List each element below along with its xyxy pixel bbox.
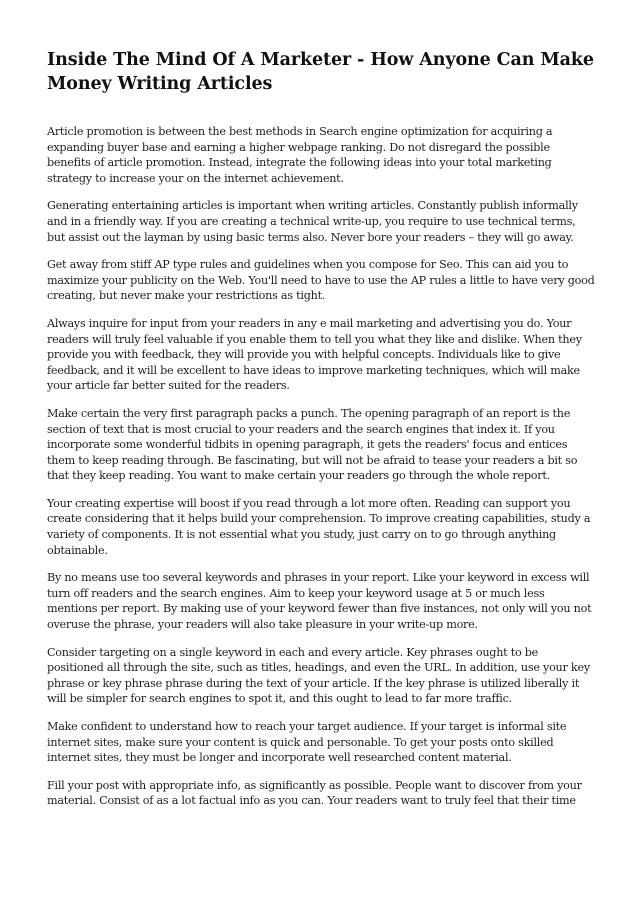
article-paragraph: Get away from stiff AP type rules and guidelines when you compose for Seo. This can aid you to maximize your publicity on the Web. You'll need to have to use the AP rules a little to have very good creating, but never make your restrictions as tight. (47, 258, 595, 303)
article-title: Inside The Mind Of A Marketer - How Anyone Can Make Money Writing Articles (47, 50, 594, 94)
article-paragraph: Make confident to understand how to reach your target audience. If your target is informal site internet sites, make sure your content is quick and personable. To get your posts onto skilled internet sites, they must be longer and incorporate well researched content material. (47, 720, 567, 765)
article-paragraph: Your creating expertise will boost if you read through a lot more often. Reading can support you create considering that it helps build your comprehension. To improve creating capabilities, study a variety of components. It is not essential what you study, just carry on to go through anything obtainable. (47, 496, 591, 557)
article-paragraph: By no means use too several keywords and phrases in your report. Like your keyword in excess will turn off readers and the search engines. Aim to keep your keyword usage at 5 or much less mentions per report. By making use of your keyword fewer than five instances, not only will you not overuse the phrase, your readers will also take pleasure in your write-up more. (47, 571, 592, 632)
document-page (47, 48, 595, 821)
article-paragraph: Make certain the very first paragraph packs a punch. The opening paragraph of an report is the section of text that is most crucial to your readers and the search engines that index it. If you incorporate some wonderful tidbits in opening paragraph, it gets the readers' focus and entices them to keep reading through. Be fascinating, but will not be afraid to tease your readers a bit so that they keep reading. You want to make certain your readers go through the whole report. (47, 406, 578, 483)
article-paragraph: Consider targeting on a single keyword in each and every article. Key phrases ought to be positioned all through the site, such as titles, headings, and even the URL. In addition, use your key phrase or key phrase phrase during the text of your article. If the key phrase is utilized liberally it will be simpler for search engines to spot it, and this ought to lead to far more traffic. (47, 645, 590, 706)
article-paragraph: Generating entertaining articles is important when writing articles. Constantly publish informally and in a friendly way. If you are creating a technical write-up, you require to use technical terms, but assist out the layman by using basic terms also. Never bore your readers – they will go away. (47, 199, 578, 244)
article-paragraph: Always inquire for input from your readers in any e mail marketing and advertising you do. Your readers will truly feel valuable if you enable them to tell you what they like and dislike. When they provide you with feedback, they will provide you with helpful concepts. Individuals like to give feedback, and it will be excellent to have ideas to improve marketing techniques, which will make your article far better suited for the readers. (47, 316, 582, 393)
article-paragraph: Article promotion is between the best methods in Search engine optimization for acquiring a expanding buyer base and earning a higher webpage ranking. Do not disregard the possible benefits of article promotion. Instead, integrate the following ideas into your total marketing strategy to increase your on the internet achievement. (47, 125, 553, 185)
article-paragraph: Fill your post with appropriate info, as significantly as possible. People want to discover from your material. Consist of as a lot factual info as you can. Your readers want to truly feel that their time (47, 778, 582, 808)
